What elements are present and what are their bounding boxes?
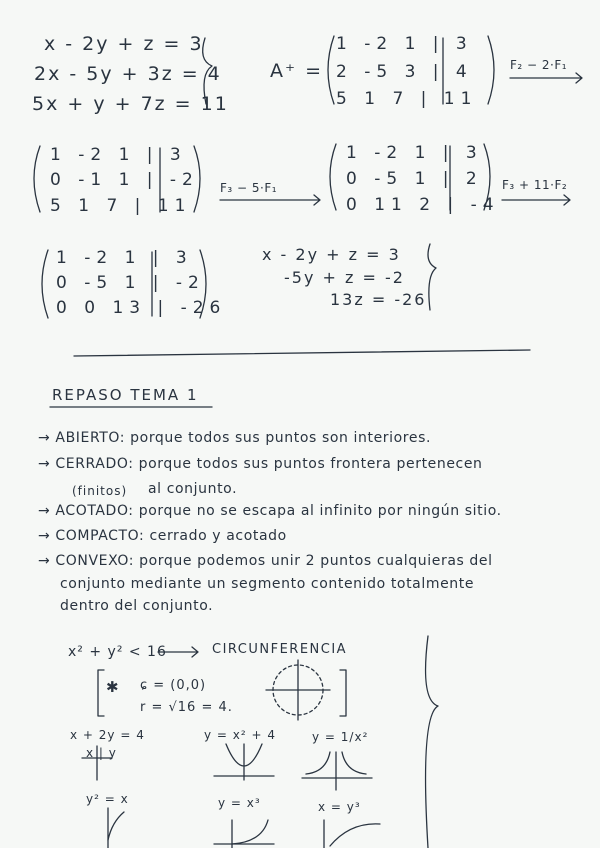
def-convexo-cont2: dentro del conjunto.	[60, 598, 214, 614]
matrix2-row2: 0 -1 1 | -2	[50, 170, 199, 190]
graph-label-sqrt: y² = x	[86, 792, 129, 806]
arrow-icon: →	[38, 503, 56, 519]
matrix4-row2: 0 -5 1 | -2	[56, 273, 205, 293]
matrix3-row2: 0 -5 1 | 2	[346, 169, 483, 189]
matrix3-row1: 1 -2 1 | 3	[346, 143, 483, 163]
op-arrow-3	[502, 195, 570, 205]
system1-eq3: 5x + y + 7z = 11	[32, 93, 229, 115]
augmented-label: A⁺ =	[270, 60, 323, 82]
row-op-3: F₃ + 11·F₂	[502, 178, 568, 192]
circle-arrow	[158, 647, 198, 657]
def-convexo-cont1: conjunto mediante un segmento contenido totalmente	[60, 576, 475, 592]
augmented-row1: 1 -2 1 | 3	[336, 34, 473, 54]
circle-label: CIRCUNFERENCIA	[212, 642, 348, 657]
sqrt-curve	[108, 812, 124, 840]
row-op-1: F₂ − 2·F₁	[510, 58, 568, 72]
bracket-m4-left	[42, 250, 48, 318]
op-arrow-2	[220, 195, 320, 205]
bracket-m4-right	[200, 250, 206, 318]
def-convexo: porque podemos unir 2 puntos cualquieras del	[139, 553, 493, 569]
graph-table-head: x | y	[86, 746, 117, 760]
matrix3-row3: 0 11 2 | -4	[346, 195, 500, 215]
cuberoot-curve	[330, 824, 380, 846]
graph-label-cuberoot: x = y³	[318, 800, 361, 814]
bracket-m2-right	[194, 146, 200, 212]
def-abierto: porque todos sus puntos son interiores.	[130, 430, 432, 446]
row-op-2: F₃ − 5·F₁	[220, 181, 278, 195]
term-acotado: ACOTADO:	[55, 503, 134, 519]
matrix4-row1: 1 -2 1 | 3	[56, 248, 193, 268]
matrix2-row1: 1 -2 1 | 3	[50, 145, 187, 165]
bracket-m3-right	[484, 144, 490, 210]
circle-inequality: x² + y² < 16	[68, 644, 167, 660]
term-abierto: ABIERTO:	[55, 430, 126, 446]
reciprocal-curve-left	[306, 752, 330, 774]
arrow-icon: →	[38, 528, 56, 544]
def-acotado: porque no se escapa al infinito por ningún sitio.	[138, 503, 502, 519]
def-cerrado: porque todos sus puntos frontera pertenecen	[138, 456, 483, 472]
def-compacto: cerrado y acotado	[149, 528, 287, 544]
graph-label-parabola: y = x² + 4	[204, 728, 277, 742]
asterisk-icon: ✱	[106, 678, 120, 696]
bracket-circle-left	[98, 670, 104, 716]
system2-eq3: 13z = -26	[330, 290, 427, 309]
op-arrow-1	[510, 73, 582, 83]
system2-eq2: -5y + z = -2	[284, 268, 405, 287]
review-title: REPASO TEMA 1	[52, 386, 199, 404]
graph-label-line: x + 2y = 4	[70, 728, 145, 742]
bracket-circle-right	[340, 670, 346, 716]
brace-1	[203, 38, 212, 104]
note-finitos: (finitos)	[72, 484, 128, 498]
system2-eq1: x - 2y + z = 3	[262, 245, 401, 264]
brace-2	[428, 244, 436, 310]
term-cerrado: CERRADO:	[55, 456, 134, 472]
graph-label-reciprocal: y = 1/x²	[312, 730, 369, 744]
bracket-m3-left	[330, 144, 336, 210]
arrow-icon: →	[38, 456, 56, 472]
matrix2-row3: 5 1 7 | 11	[50, 196, 192, 216]
bracket-aug-right	[488, 36, 494, 104]
graph-label-cubic: y = x³	[218, 796, 261, 810]
matrix4-row3: 0 0 13 | -26	[56, 298, 227, 318]
bracket-aug-left	[328, 36, 334, 104]
def-cerrado-cont: al conjunto.	[148, 481, 238, 497]
cubic-curve	[232, 820, 268, 844]
augmented-row2: 2 -5 3 | 4	[336, 62, 473, 82]
brace-3	[426, 636, 438, 848]
system1-eq2: 2x - 5y + 3z = 4	[34, 63, 222, 85]
term-compacto: COMPACTO:	[55, 528, 145, 544]
bracket-m2-left	[34, 146, 40, 212]
term-convexo: CONVEXO:	[55, 553, 135, 569]
reciprocal-curve-right	[342, 752, 366, 774]
section-divider	[74, 350, 530, 356]
arrow-icon: →	[38, 430, 56, 446]
circle-center: ɕ = (0,0)	[140, 678, 207, 693]
augmented-row3: 5 1 7 | 11	[336, 89, 478, 109]
arrow-icon: →	[38, 553, 56, 569]
system1-eq1: x - 2y + z = 3	[44, 33, 204, 55]
circle-radius: r = √16 = 4.	[140, 700, 233, 715]
